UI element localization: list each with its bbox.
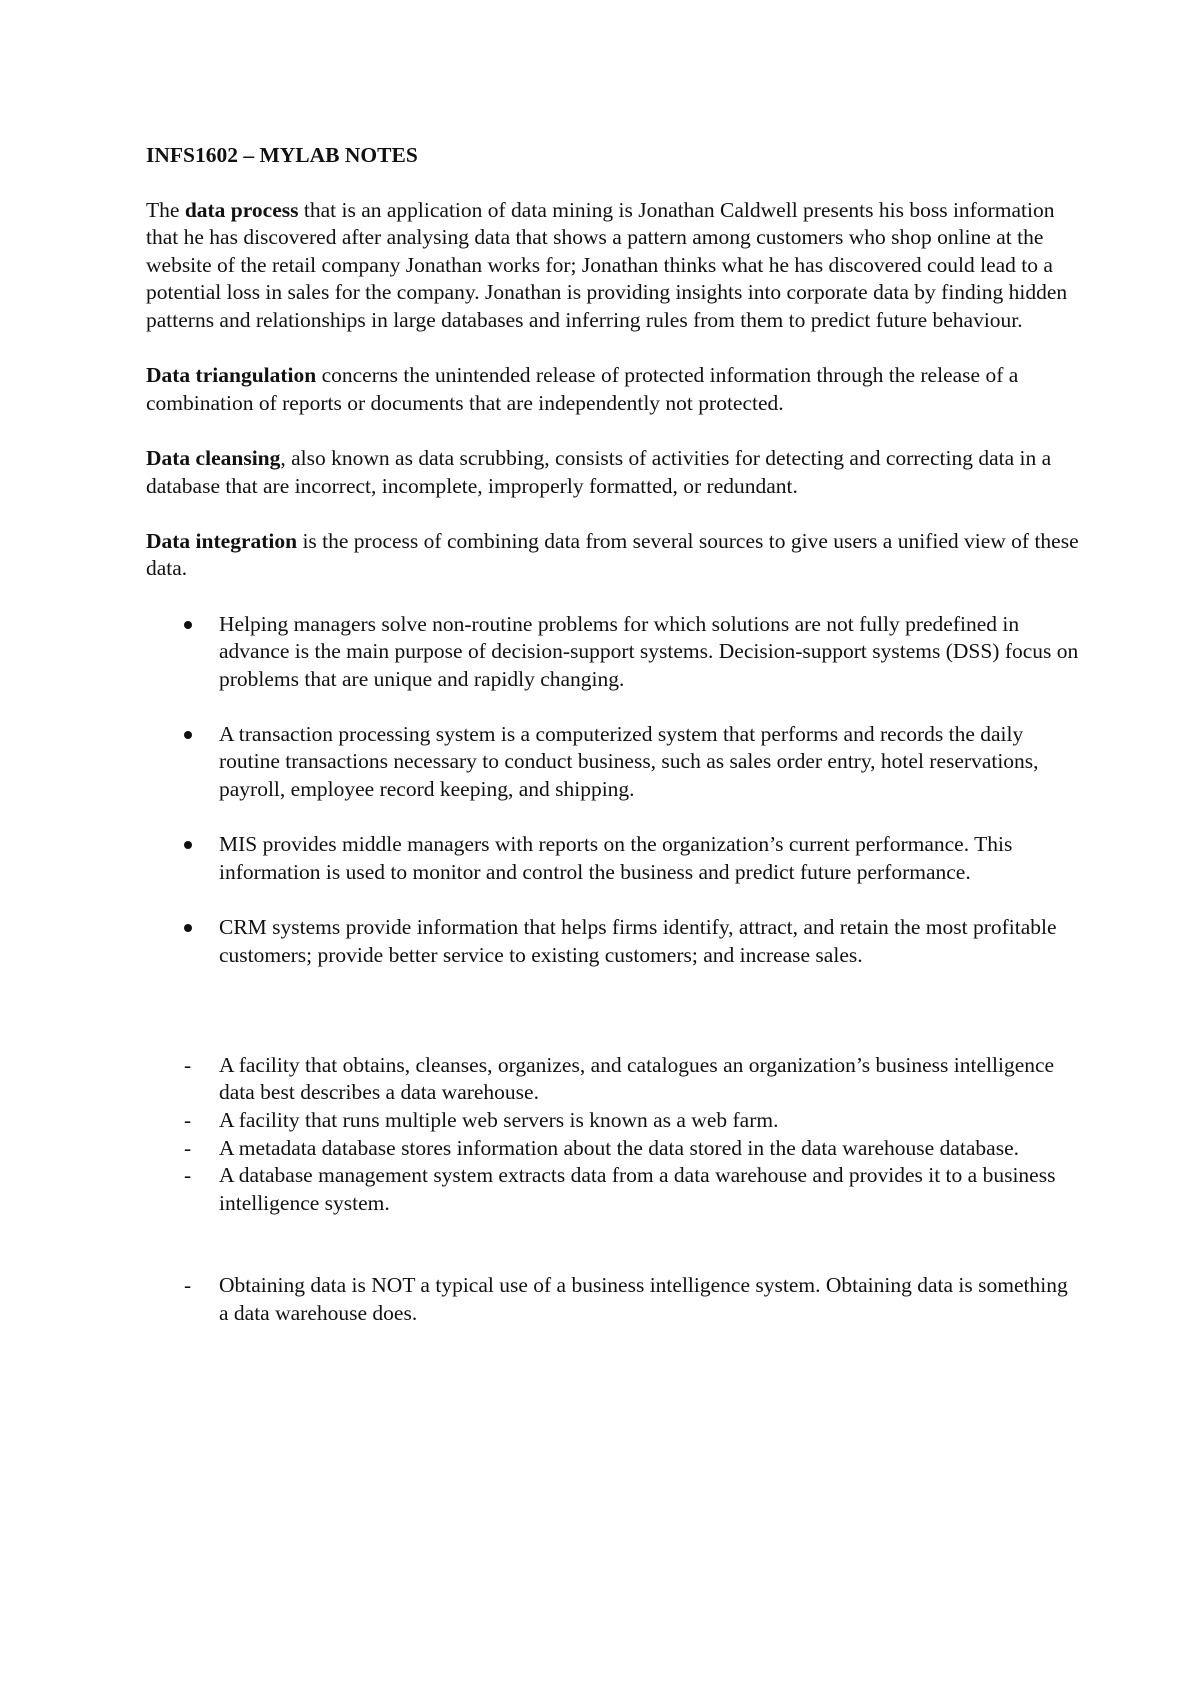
dash-text: A facility that runs multiple web servers is known as a web farm. [219, 1108, 779, 1132]
spacer [146, 997, 1081, 1052]
bullet-text: MIS provides middle managers with reports on the organization’s current performance. This information is used to monitor and control the business and predict future performance. [219, 832, 1013, 884]
paragraph-body: , also known as data scrubbing, consists of activities for detecting and correcting data in a database that are incorrect, incomplete, improperly formatted, or redundant. [146, 445, 1052, 498]
dash-marker: - [184, 1163, 192, 1188]
term-data-triangulation: Data triangulation [146, 363, 317, 388]
document-title: INFS1602 – MYLAB NOTES [146, 143, 418, 167]
bullet-item-mis [146, 831, 1081, 886]
term-data-integration: Data integration [146, 528, 298, 553]
paragraph-data-cleansing [146, 445, 1081, 500]
bullet-dot-icon [184, 841, 192, 849]
paragraph-prefix: The [146, 197, 185, 222]
term-data-cleansing: Data cleansing [146, 445, 281, 470]
paragraph-body: is the process of combining data from several sources to give users a unified view of these data. [146, 528, 1079, 581]
paragraph-body: that is an application of data mining is Jonathan Caldwell presents his boss information that he has discovered after analysing data that shows a pattern among customers who shop online at the website of the retail company Jonathan works for; Jonathan thinks what he has discovered could lead to a potential loss in sales for the company. Jonathan is providing insights into corporate data by finding hidden patterns and relationships in large databases and inferring rules from them to predict future behaviour. [146, 197, 1068, 332]
dash-item [146, 1272, 1081, 1327]
dash-list-warehouse [146, 1052, 1081, 1218]
dash-text: A facility that obtains, cleanses, organizes, and catalogues an organization’s business intelligence data best describes a data warehouse. [219, 1052, 1055, 1105]
spacer [146, 1217, 1081, 1272]
dash-marker: - [184, 1135, 192, 1160]
dash-marker: - [184, 1052, 192, 1077]
paragraph-data-process [146, 197, 1081, 335]
dash-item [146, 1162, 1081, 1217]
dash-marker: - [184, 1273, 192, 1298]
paragraph-body: concerns the unintended release of protected information through the release of a combination of reports or documents that are independently not protected. [146, 363, 1019, 415]
dash-item [146, 1135, 1081, 1163]
dash-marker: - [184, 1108, 192, 1132]
bullet-list [146, 611, 1081, 970]
bullet-text: CRM systems provide information that helps firms identify, attract, and retain the most profitable customers; provide better service to existing customers; and increase sales. [219, 915, 1057, 967]
paragraph-data-integration [146, 528, 1081, 583]
bullet-dot-icon [184, 731, 192, 739]
dash-text: Obtaining data is NOT a typical use of a business intelligence system. Obtaining data is something a data warehouse does. [219, 1273, 1068, 1325]
bullet-item-dss [146, 611, 1081, 694]
bullet-dot-icon [184, 924, 192, 932]
bullet-text: Helping managers solve non-routine problems for which solutions are not fully predefined in advance is the main purpose of decision-support systems. Decision-support systems (DSS) focus on problems that are unique and rapidly changing. [219, 611, 1079, 691]
dash-text: A metadata database stores information about the data stored in the data warehouse database. [219, 1135, 1019, 1160]
paragraph-data-triangulation [146, 362, 1081, 417]
bullet-dot-icon [184, 621, 192, 629]
bullet-item-crm [146, 914, 1081, 969]
term-data-process: data process [184, 197, 299, 222]
bullet-text: A transaction processing system is a computerized system that performs and records the daily routine transactions necessary to conduct business, such as sales order entry, hotel reservations, payroll, employee record keeping, and shipping. [219, 721, 1039, 802]
dash-item [146, 1107, 1081, 1135]
document-page [146, 142, 1081, 1328]
bullet-item-tps [146, 721, 1081, 804]
dash-list-bi [146, 1272, 1081, 1327]
dash-text: A database management system extracts data from a data warehouse and provides it to a business intelligence system. [219, 1163, 1056, 1215]
dash-item [146, 1052, 1081, 1107]
